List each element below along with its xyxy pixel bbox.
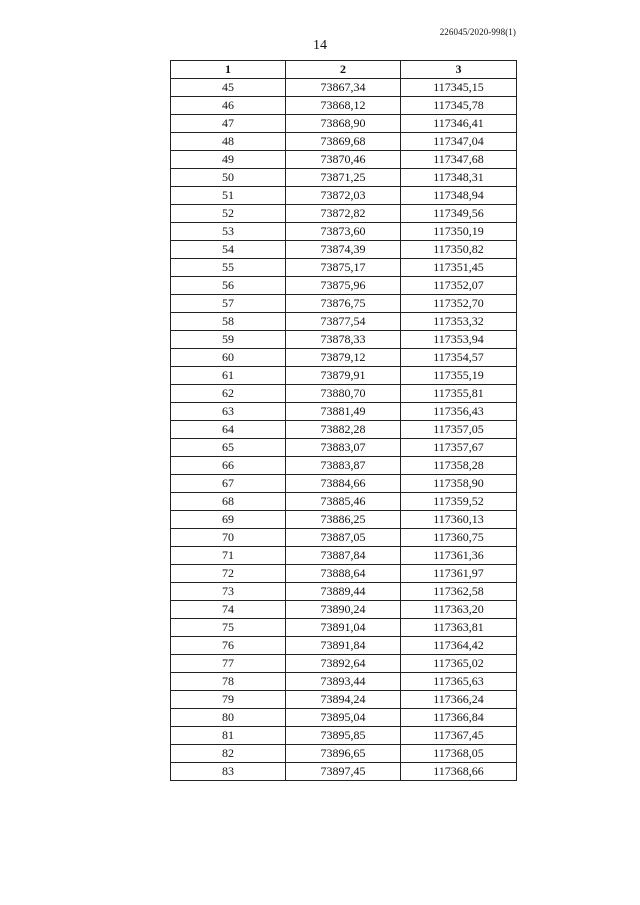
table-row xyxy=(171,565,517,583)
table-row xyxy=(171,655,517,673)
x-coordinate-cell: 73895,85 xyxy=(286,727,401,745)
table-row xyxy=(171,79,517,97)
table-row xyxy=(171,457,517,475)
table-row xyxy=(171,439,517,457)
table-row xyxy=(171,169,517,187)
y-coordinate-cell: 117368,05 xyxy=(401,745,517,763)
y-coordinate-cell: 117360,13 xyxy=(401,511,517,529)
point-number-cell: 65 xyxy=(171,439,286,457)
x-coordinate-cell: 73883,07 xyxy=(286,439,401,457)
y-coordinate-cell: 117362,58 xyxy=(401,583,517,601)
y-coordinate-cell: 117356,43 xyxy=(401,403,517,421)
point-number-cell: 53 xyxy=(171,223,286,241)
x-coordinate-cell: 73879,12 xyxy=(286,349,401,367)
point-number-cell: 75 xyxy=(171,619,286,637)
coordinates-table xyxy=(170,60,517,781)
point-number-cell: 60 xyxy=(171,349,286,367)
point-number-cell: 61 xyxy=(171,367,286,385)
point-number-cell: 59 xyxy=(171,331,286,349)
y-coordinate-cell: 117352,07 xyxy=(401,277,517,295)
point-number-cell: 50 xyxy=(171,169,286,187)
y-coordinate-cell: 117366,84 xyxy=(401,709,517,727)
y-coordinate-cell: 117360,75 xyxy=(401,529,517,547)
x-coordinate-cell: 73872,82 xyxy=(286,205,401,223)
point-number-cell: 78 xyxy=(171,673,286,691)
y-coordinate-cell: 117365,63 xyxy=(401,673,517,691)
y-coordinate-cell: 117350,82 xyxy=(401,241,517,259)
point-number-cell: 46 xyxy=(171,97,286,115)
x-coordinate-cell: 73891,04 xyxy=(286,619,401,637)
x-coordinate-cell: 73872,03 xyxy=(286,187,401,205)
table-row xyxy=(171,691,517,709)
x-coordinate-cell: 73880,70 xyxy=(286,385,401,403)
x-coordinate-cell: 73894,24 xyxy=(286,691,401,709)
x-coordinate-cell: 73874,39 xyxy=(286,241,401,259)
y-coordinate-cell: 117345,15 xyxy=(401,79,517,97)
y-coordinate-cell: 117352,70 xyxy=(401,295,517,313)
x-coordinate-cell: 73868,12 xyxy=(286,97,401,115)
x-coordinate-cell: 73881,49 xyxy=(286,403,401,421)
table-row xyxy=(171,493,517,511)
y-coordinate-cell: 117367,45 xyxy=(401,727,517,745)
table-row xyxy=(171,115,517,133)
table-row xyxy=(171,619,517,637)
point-number-cell: 70 xyxy=(171,529,286,547)
x-coordinate-cell: 73891,84 xyxy=(286,637,401,655)
table-row xyxy=(171,709,517,727)
table-row xyxy=(171,385,517,403)
point-number-cell: 68 xyxy=(171,493,286,511)
y-coordinate-cell: 117349,56 xyxy=(401,205,517,223)
point-number-cell: 81 xyxy=(171,727,286,745)
point-number-cell: 62 xyxy=(171,385,286,403)
column-header-3: 3 xyxy=(401,61,517,79)
y-coordinate-cell: 117347,68 xyxy=(401,151,517,169)
point-number-cell: 49 xyxy=(171,151,286,169)
x-coordinate-cell: 73886,25 xyxy=(286,511,401,529)
point-number-cell: 69 xyxy=(171,511,286,529)
point-number-cell: 51 xyxy=(171,187,286,205)
column-header-1: 1 xyxy=(171,61,286,79)
point-number-cell: 83 xyxy=(171,763,286,781)
x-coordinate-cell: 73887,84 xyxy=(286,547,401,565)
x-coordinate-cell: 73879,91 xyxy=(286,367,401,385)
y-coordinate-cell: 117368,66 xyxy=(401,763,517,781)
x-coordinate-cell: 73870,46 xyxy=(286,151,401,169)
y-coordinate-cell: 117357,05 xyxy=(401,421,517,439)
y-coordinate-cell: 117365,02 xyxy=(401,655,517,673)
point-number-cell: 55 xyxy=(171,259,286,277)
x-coordinate-cell: 73876,75 xyxy=(286,295,401,313)
y-coordinate-cell: 117355,19 xyxy=(401,367,517,385)
table-row xyxy=(171,313,517,331)
point-number-cell: 52 xyxy=(171,205,286,223)
x-coordinate-cell: 73885,46 xyxy=(286,493,401,511)
table-row xyxy=(171,133,517,151)
table-row xyxy=(171,511,517,529)
y-coordinate-cell: 117361,97 xyxy=(401,565,517,583)
table-row xyxy=(171,583,517,601)
y-coordinate-cell: 117358,28 xyxy=(401,457,517,475)
x-coordinate-cell: 73897,45 xyxy=(286,763,401,781)
point-number-cell: 73 xyxy=(171,583,286,601)
y-coordinate-cell: 117348,31 xyxy=(401,169,517,187)
x-coordinate-cell: 73878,33 xyxy=(286,331,401,349)
y-coordinate-cell: 117363,81 xyxy=(401,619,517,637)
x-coordinate-cell: 73892,64 xyxy=(286,655,401,673)
table-row xyxy=(171,205,517,223)
table-row xyxy=(171,259,517,277)
x-coordinate-cell: 73890,24 xyxy=(286,601,401,619)
point-number-cell: 77 xyxy=(171,655,286,673)
point-number-cell: 80 xyxy=(171,709,286,727)
y-coordinate-cell: 117364,42 xyxy=(401,637,517,655)
table-row xyxy=(171,727,517,745)
y-coordinate-cell: 117345,78 xyxy=(401,97,517,115)
table-row xyxy=(171,403,517,421)
table-row xyxy=(171,277,517,295)
y-coordinate-cell: 117351,45 xyxy=(401,259,517,277)
x-coordinate-cell: 73873,60 xyxy=(286,223,401,241)
point-number-cell: 54 xyxy=(171,241,286,259)
y-coordinate-cell: 117355,81 xyxy=(401,385,517,403)
y-coordinate-cell: 117359,52 xyxy=(401,493,517,511)
point-number-cell: 57 xyxy=(171,295,286,313)
point-number-cell: 71 xyxy=(171,547,286,565)
point-number-cell: 45 xyxy=(171,79,286,97)
point-number-cell: 67 xyxy=(171,475,286,493)
point-number-cell: 74 xyxy=(171,601,286,619)
point-number-cell: 58 xyxy=(171,313,286,331)
page-number: 14 xyxy=(313,38,327,53)
x-coordinate-cell: 73893,44 xyxy=(286,673,401,691)
table-row xyxy=(171,763,517,781)
x-coordinate-cell: 73868,90 xyxy=(286,115,401,133)
table-row xyxy=(171,601,517,619)
table-row xyxy=(171,331,517,349)
table-row xyxy=(171,745,517,763)
table-row xyxy=(171,529,517,547)
x-coordinate-cell: 73888,64 xyxy=(286,565,401,583)
y-coordinate-cell: 117353,94 xyxy=(401,331,517,349)
table-row xyxy=(171,223,517,241)
x-coordinate-cell: 73871,25 xyxy=(286,169,401,187)
x-coordinate-cell: 73884,66 xyxy=(286,475,401,493)
table-row xyxy=(171,475,517,493)
x-coordinate-cell: 73887,05 xyxy=(286,529,401,547)
point-number-cell: 82 xyxy=(171,745,286,763)
y-coordinate-cell: 117347,04 xyxy=(401,133,517,151)
table-row xyxy=(171,367,517,385)
x-coordinate-cell: 73875,17 xyxy=(286,259,401,277)
y-coordinate-cell: 117348,94 xyxy=(401,187,517,205)
x-coordinate-cell: 73877,54 xyxy=(286,313,401,331)
x-coordinate-cell: 73875,96 xyxy=(286,277,401,295)
table-body xyxy=(171,79,517,781)
point-number-cell: 66 xyxy=(171,457,286,475)
y-coordinate-cell: 117357,67 xyxy=(401,439,517,457)
table-row xyxy=(171,97,517,115)
table-header-row xyxy=(171,61,517,79)
x-coordinate-cell: 73867,34 xyxy=(286,79,401,97)
y-coordinate-cell: 117363,20 xyxy=(401,601,517,619)
point-number-cell: 79 xyxy=(171,691,286,709)
table-row xyxy=(171,547,517,565)
y-coordinate-cell: 117346,41 xyxy=(401,115,517,133)
point-number-cell: 56 xyxy=(171,277,286,295)
point-number-cell: 63 xyxy=(171,403,286,421)
column-header-2: 2 xyxy=(286,61,401,79)
x-coordinate-cell: 73889,44 xyxy=(286,583,401,601)
document-reference: 226045/2020-998(1) xyxy=(439,27,516,37)
x-coordinate-cell: 73896,65 xyxy=(286,745,401,763)
y-coordinate-cell: 117358,90 xyxy=(401,475,517,493)
table-row xyxy=(171,151,517,169)
x-coordinate-cell: 73883,87 xyxy=(286,457,401,475)
table-row xyxy=(171,295,517,313)
y-coordinate-cell: 117354,57 xyxy=(401,349,517,367)
y-coordinate-cell: 117361,36 xyxy=(401,547,517,565)
point-number-cell: 47 xyxy=(171,115,286,133)
point-number-cell: 72 xyxy=(171,565,286,583)
table-row xyxy=(171,637,517,655)
table-row xyxy=(171,421,517,439)
point-number-cell: 64 xyxy=(171,421,286,439)
point-number-cell: 48 xyxy=(171,133,286,151)
table-row xyxy=(171,673,517,691)
x-coordinate-cell: 73882,28 xyxy=(286,421,401,439)
y-coordinate-cell: 117350,19 xyxy=(401,223,517,241)
y-coordinate-cell: 117353,32 xyxy=(401,313,517,331)
x-coordinate-cell: 73869,68 xyxy=(286,133,401,151)
table-row xyxy=(171,187,517,205)
y-coordinate-cell: 117366,24 xyxy=(401,691,517,709)
x-coordinate-cell: 73895,04 xyxy=(286,709,401,727)
table-row xyxy=(171,349,517,367)
point-number-cell: 76 xyxy=(171,637,286,655)
table-row xyxy=(171,241,517,259)
